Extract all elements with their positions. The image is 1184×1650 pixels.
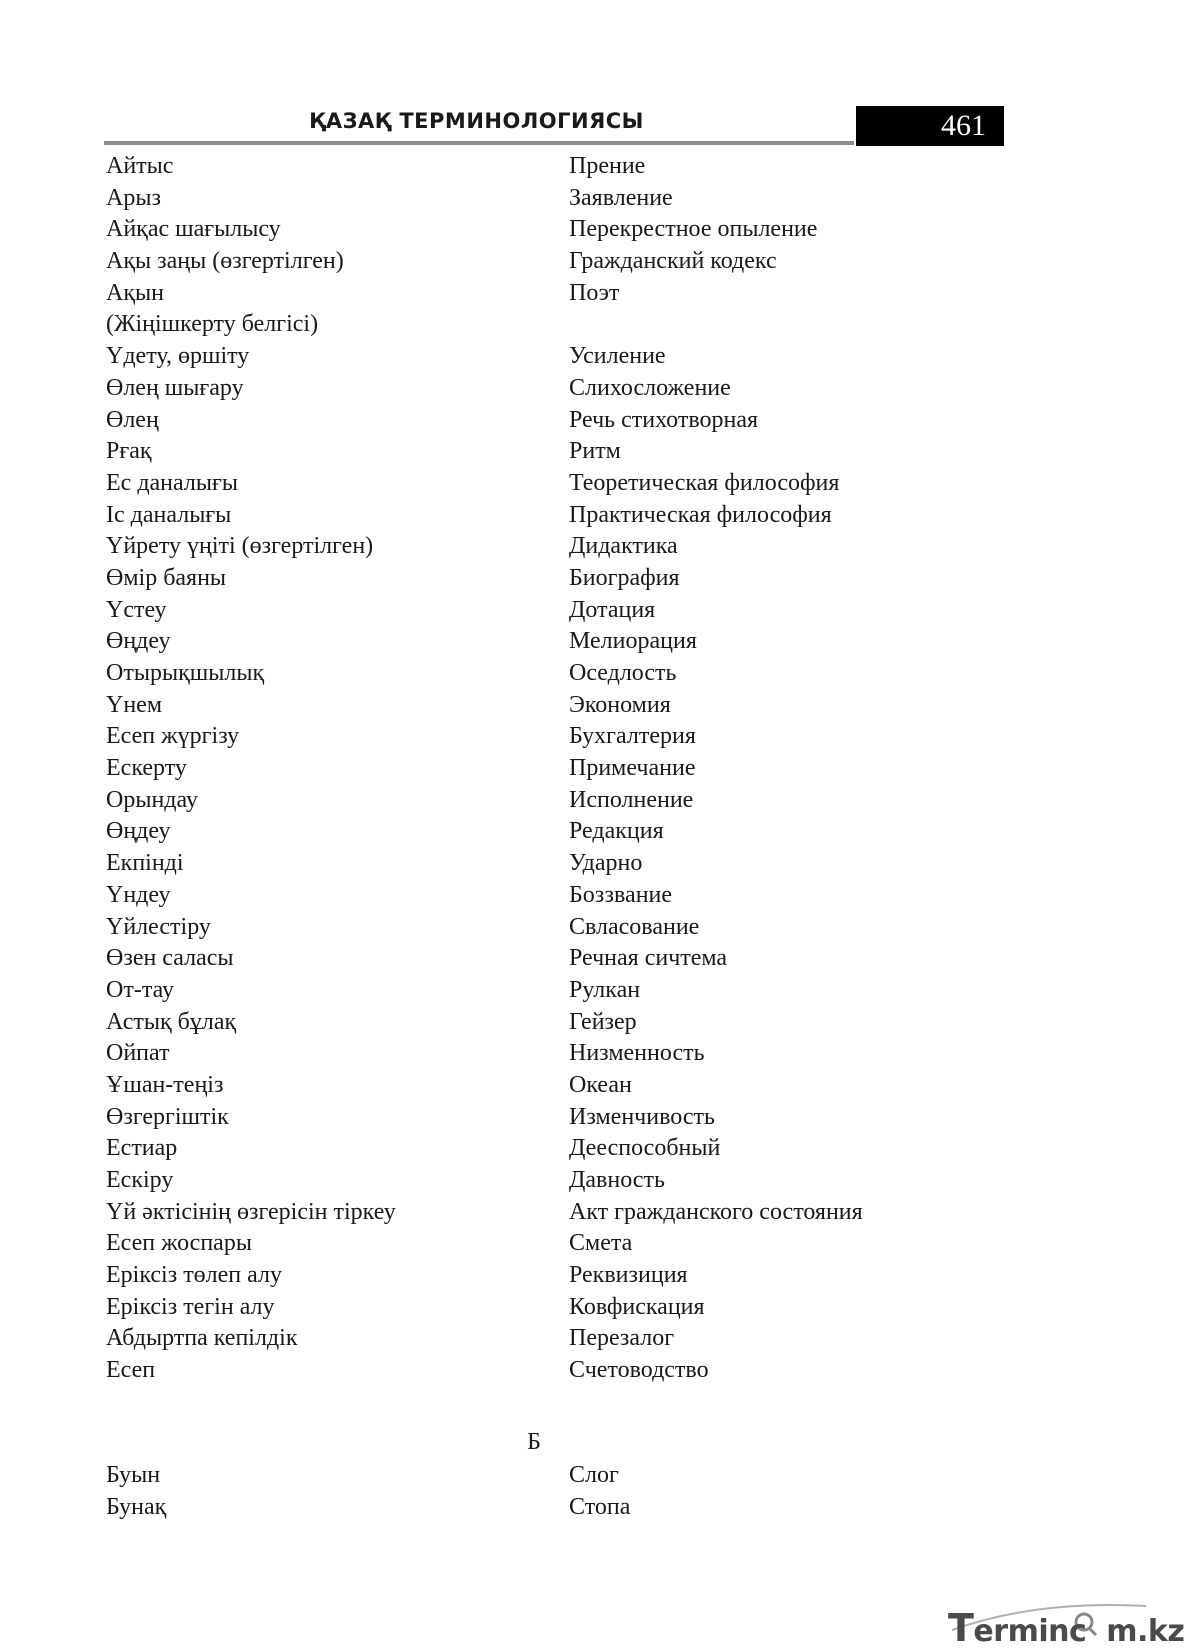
kazakh-term: Екпінді xyxy=(106,850,184,877)
term-row xyxy=(0,372,1158,404)
term-list xyxy=(0,150,1158,1386)
russian-term: Свласование xyxy=(569,913,700,940)
kazakh-term: Айтыс xyxy=(106,153,174,179)
russian-term: Заявление xyxy=(569,184,673,211)
watermark-logo xyxy=(948,1606,1184,1650)
kazakh-term: Ойпат xyxy=(106,1040,170,1067)
term-row xyxy=(0,530,1158,562)
kazakh-term: Есеп жоспары xyxy=(106,1230,252,1257)
kazakh-term: Отырықшылық xyxy=(106,660,265,686)
kazakh-term: Еріксіз төлеп алу xyxy=(106,1262,282,1289)
term-row xyxy=(0,435,1158,467)
kazakh-term: Іс даналығы xyxy=(106,501,232,528)
russian-term: Поэт xyxy=(569,279,620,306)
section-letter: Б xyxy=(527,1429,541,1455)
term-row xyxy=(0,1101,1158,1133)
russian-term: Перезалог xyxy=(569,1325,675,1352)
term-row xyxy=(0,1196,1158,1228)
term-row xyxy=(0,1491,1158,1523)
kazakh-term: Буын xyxy=(106,1462,161,1488)
term-row xyxy=(0,1354,1158,1386)
russian-term: Речная сичтема xyxy=(569,945,728,972)
russian-term: Оседлость xyxy=(569,660,677,686)
kazakh-term: Орындау xyxy=(106,786,198,813)
term-row xyxy=(0,499,1158,531)
kazakh-term: Үйрету үңіті (өзгертілген) xyxy=(106,533,374,560)
russian-term: Ритм xyxy=(569,438,621,465)
term-row xyxy=(0,625,1158,657)
term-row xyxy=(0,1322,1158,1354)
term-row xyxy=(0,911,1158,943)
kazakh-term: Ақын xyxy=(106,279,164,306)
term-row xyxy=(0,1164,1158,1196)
kazakh-term: Үдету, өршіту xyxy=(106,343,250,370)
russian-term: Ударно xyxy=(569,850,643,877)
term-row xyxy=(0,1069,1158,1101)
russian-term: Усиление xyxy=(569,343,666,370)
russian-term: Низменность xyxy=(569,1040,705,1067)
term-row xyxy=(0,1259,1158,1291)
russian-term: Примечание xyxy=(569,755,696,782)
russian-term: Биография xyxy=(569,564,680,591)
kazakh-term: Естиар xyxy=(106,1135,178,1162)
russian-term: Бухгалтерия xyxy=(569,723,696,750)
kazakh-term: Ақы заңы (өзгертілген) xyxy=(106,248,344,275)
russian-term: Речь стихотворная xyxy=(569,406,759,433)
kazakh-term: Рғақ xyxy=(106,438,152,465)
kazakh-term: Айқас шағылысу xyxy=(106,216,281,243)
running-header-title: ҚАЗАҚ ТЕРМИНОЛОГИЯСЫ xyxy=(309,109,644,133)
kazakh-term: Есеп xyxy=(106,1357,156,1384)
term-row xyxy=(0,879,1158,911)
kazakh-term: Өмір баяны xyxy=(106,564,227,591)
russian-term: Изменчивость xyxy=(569,1103,715,1130)
term-row xyxy=(0,1227,1158,1259)
term-row xyxy=(0,404,1158,436)
russian-term: Редакция xyxy=(569,818,664,845)
watermark-domain: m.kz xyxy=(1106,1614,1184,1649)
term-row xyxy=(0,340,1158,372)
kazakh-term: Астық бұлақ xyxy=(106,1008,237,1035)
term-row xyxy=(0,657,1158,689)
russian-term: Стопа xyxy=(569,1493,631,1520)
kazakh-term: Абдыртпа кепілдік xyxy=(106,1325,298,1352)
kazakh-term: Үстеу xyxy=(106,596,167,623)
kazakh-term: Үндеу xyxy=(106,881,171,908)
russian-term: Реквизиция xyxy=(569,1262,688,1289)
kazakh-term: Ескіру xyxy=(106,1167,174,1193)
russian-term: Боззвание xyxy=(569,881,673,908)
russian-term: Прение xyxy=(569,153,646,179)
kazakh-term: Есеп жүргізу xyxy=(106,723,240,750)
term-row xyxy=(0,1132,1158,1164)
term-row xyxy=(0,815,1158,847)
russian-term: Экономия xyxy=(569,691,671,718)
term-row xyxy=(0,784,1158,816)
kazakh-term: Өлең шығару xyxy=(106,374,244,401)
term-row xyxy=(0,1459,1158,1491)
russian-term: Теоретическая философия xyxy=(569,469,840,496)
term-row xyxy=(0,720,1158,752)
kazakh-term: Арыз xyxy=(106,184,161,211)
term-row xyxy=(0,1006,1158,1038)
term-row xyxy=(0,562,1158,594)
russian-term: Смета xyxy=(569,1230,633,1257)
kazakh-term: Өзен саласы xyxy=(106,945,234,972)
kazakh-term: Өңдеу xyxy=(106,628,171,655)
term-row xyxy=(0,974,1158,1006)
russian-term: Рулкан xyxy=(569,976,641,1003)
kazakh-term: Ұшан-теңіз xyxy=(106,1071,224,1098)
russian-term: Давность xyxy=(569,1167,665,1193)
term-row xyxy=(0,1291,1158,1323)
russian-term: Дотация xyxy=(569,596,656,623)
page-number: 461 xyxy=(856,106,1004,146)
kazakh-term: Өзгергіштік xyxy=(106,1103,229,1130)
kazakh-term: Үнем xyxy=(106,691,163,718)
kazakh-term: Өлең xyxy=(106,406,159,433)
watermark-text: erminc xyxy=(973,1614,1087,1649)
term-row xyxy=(0,182,1158,214)
term-row xyxy=(0,150,1158,182)
term-row xyxy=(0,942,1158,974)
kazakh-term: Ескерту xyxy=(106,755,187,782)
term-row xyxy=(0,689,1158,721)
kazakh-term: Өңдеу xyxy=(106,818,171,845)
kazakh-term: Үй әктісінің өзгерісін тіркеу xyxy=(106,1198,396,1225)
russian-term: Гражданский кодекс xyxy=(569,248,777,275)
russian-term: Океан xyxy=(569,1071,632,1098)
watermark-letter-t: T xyxy=(948,1606,974,1650)
kazakh-term: От-тау xyxy=(106,976,175,1003)
kazakh-term: Еріксіз тегін алу xyxy=(106,1293,275,1320)
russian-term: Мелиорация xyxy=(569,628,697,655)
term-row xyxy=(0,277,1158,309)
kazakh-term: (Жіңішкерту белгісі) xyxy=(106,311,319,338)
kazakh-term: Бунақ xyxy=(106,1493,167,1520)
term-list-b xyxy=(0,1459,1158,1522)
russian-term: Исполнение xyxy=(569,786,694,813)
term-row xyxy=(0,467,1158,499)
kazakh-term: Үйлестіру xyxy=(106,913,211,940)
term-row xyxy=(0,847,1158,879)
russian-term: Слог xyxy=(569,1462,619,1488)
term-row xyxy=(0,308,1158,340)
russian-term: Гейзер xyxy=(569,1008,637,1035)
russian-term: Дееспособный xyxy=(569,1135,721,1162)
term-row xyxy=(0,594,1158,626)
term-row xyxy=(0,1037,1158,1069)
russian-term: Перекрестное опыление xyxy=(569,216,818,243)
russian-term: Практическая философия xyxy=(569,501,832,528)
russian-term: Акт гражданского состояния xyxy=(569,1198,863,1225)
russian-term: Ковфискация xyxy=(569,1293,705,1320)
term-row xyxy=(0,213,1158,245)
header-rule xyxy=(104,141,854,145)
term-row xyxy=(0,752,1158,784)
russian-term: Счетоводство xyxy=(569,1357,709,1384)
russian-term: Слихосложение xyxy=(569,374,731,401)
kazakh-term: Ес даналығы xyxy=(106,469,238,496)
russian-term: Дидактика xyxy=(569,533,678,560)
term-row xyxy=(0,245,1158,277)
